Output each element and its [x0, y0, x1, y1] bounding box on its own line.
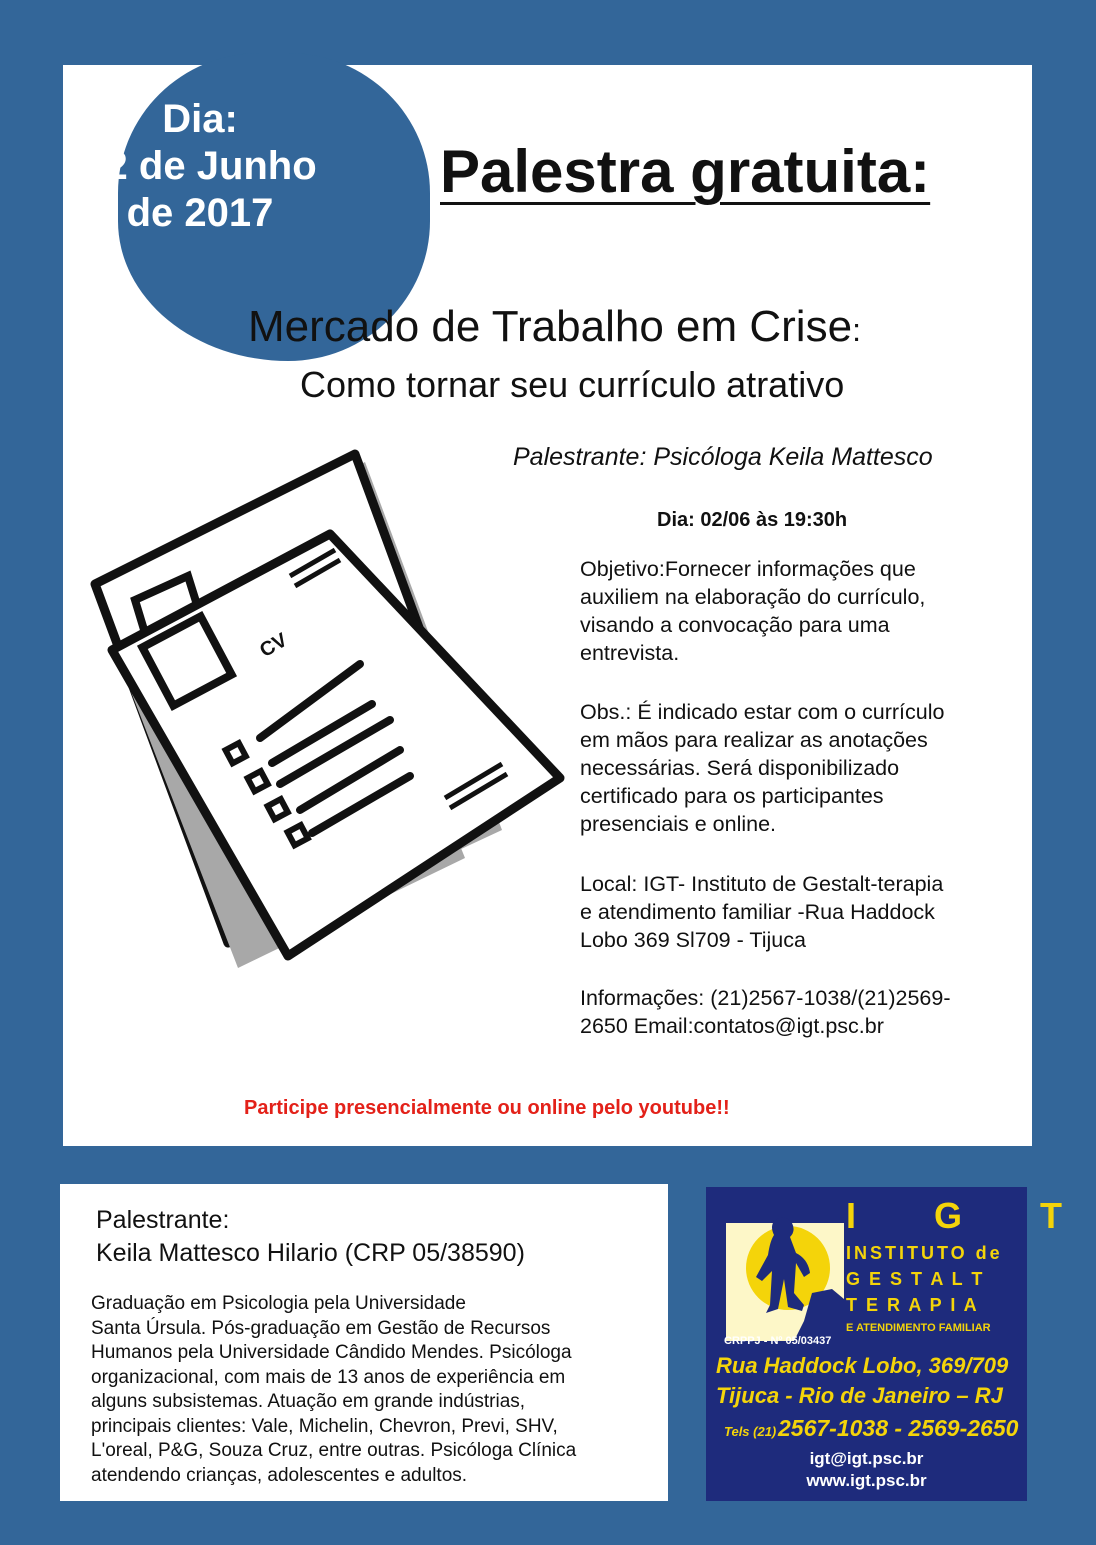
logo-line4: E ATENDIMENTO FAMILIAR [846, 1322, 991, 1334]
talk-title-main: Mercado de Trabalho em Crise [248, 302, 853, 351]
objective-text: Objetivo:Fornecer informações que auxiliem na elaboração do currículo, visando a convocação para uma entrevista. [580, 557, 926, 665]
bio-heading [96, 1204, 525, 1270]
logo-address1: Rua Haddock Lobo, 369/709 [716, 1353, 1009, 1378]
cv-label: CV [256, 629, 292, 662]
cv-documents-illustration [90, 448, 570, 988]
speaker-bio-panel [60, 1184, 668, 1501]
date-badge-line3: de 2017 [126, 191, 274, 235]
logo-crppj: CRPPJ - Nº 05/03437 [724, 1335, 832, 1347]
headline: Palestra gratuita: [440, 138, 931, 205]
contact-text: Informações: (21)2567-1038/(21)2569- 2650 Email:contatos@igt.psc.br [580, 986, 951, 1038]
logo-address2: Tijuca - Rio de Janeiro – RJ [716, 1383, 1003, 1408]
bio-heading-label: Palestrante: [96, 1206, 230, 1234]
event-time: Dia: 02/06 às 19:30h [657, 509, 848, 531]
date-badge-text [55, 96, 345, 237]
logo-letters: I G T [846, 1195, 1096, 1236]
location-text: Local: IGT- Instituto de Gestalt-terapia e atendimento familiar -Rua Haddock Lobo 369 Sl709 - Tijuca [580, 872, 944, 952]
logo-email: igt@igt.psc.br [809, 1449, 924, 1468]
logo-website: www.igt.psc.br [806, 1471, 927, 1490]
date-badge-line1: Dia: [162, 97, 238, 141]
logo-line2: G E S T A L T [846, 1269, 985, 1289]
observation-text: Obs.: É indicado estar com o currículo em mãos para realizar as anotações necessárias. Será disponibilizado certificado para os participantes presenciais e online. [580, 700, 945, 836]
logo-line1: INSTITUTO de [846, 1243, 1003, 1263]
climber-figure-icon [726, 1203, 846, 1343]
logo-line3: T E R A P I A [846, 1295, 979, 1315]
speaker-line: Palestrante: Psicóloga Keila Mattesco [513, 443, 933, 471]
logo-phones: 2567-1038 - 2569-2650 [778, 1415, 1019, 1441]
call-to-action: Participe presencialmente ou online pelo youtube!! [244, 1097, 730, 1119]
talk-subtitle: Como tornar seu currículo atrativo [300, 364, 845, 405]
logo-phones-label: Tels (21) [724, 1424, 777, 1439]
talk-title [248, 302, 861, 352]
igt-logo [706, 1187, 1096, 1501]
date-badge-line2: 02 de Junho [83, 144, 317, 188]
bio-text: Graduação em Psicologia pela Universidade Santa Úrsula. Pós-graduação em Gestão de Recursos Humanos pela Universidade Cândido Mendes. Psicóloga organizacional, com mais de 13 anos de experiência em alguns subsistemas. Atuação em grande indústrias, principais clientes: Vale, Michelin, Chevron, Previ, SHV, L'oreal, P&G, Souza Cruz, entre outras. Psicóloga Clínica atendendo crianças, adolescentes e adultos. [91, 1293, 577, 1486]
talk-title-colon: : [852, 312, 861, 348]
bio-heading-name: Keila Mattesco Hilario (CRP 05/38590) [96, 1239, 525, 1267]
